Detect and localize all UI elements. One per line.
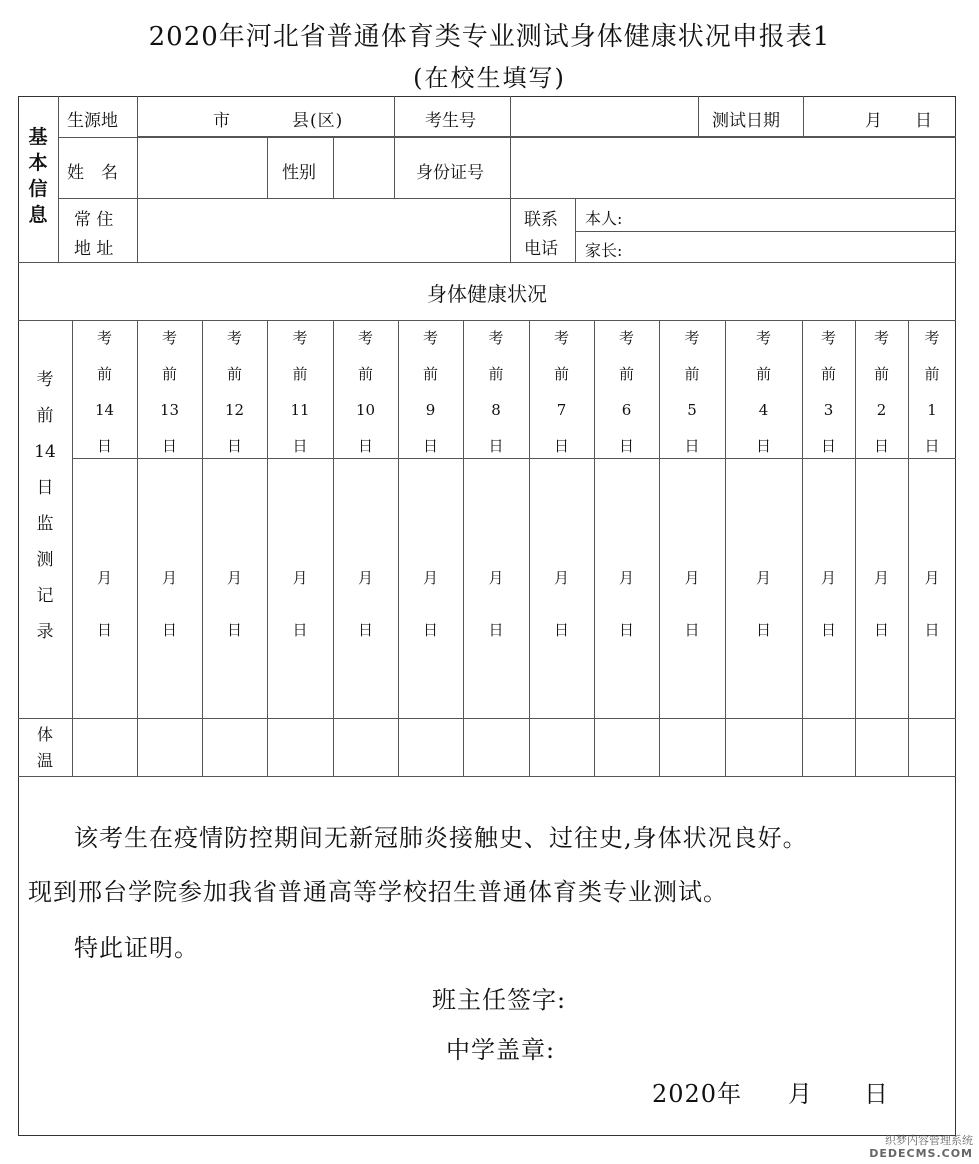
temperature-cell[interactable]: [660, 719, 724, 775]
day-column-date[interactable]: 月 日: [873, 569, 889, 639]
gender-label: 性别: [282, 163, 316, 183]
temperature-cell[interactable]: [856, 719, 907, 775]
temperature-cell[interactable]: [399, 719, 462, 775]
sign-date-month: 月: [788, 1080, 813, 1108]
statement-line2: 现到邢台学院参加我省普通高等学校招生普通体育类专业测试。: [28, 878, 728, 906]
day-column-date[interactable]: 月 日: [755, 569, 771, 639]
day-column-date[interactable]: 月 日: [820, 569, 836, 639]
test-day-label: 日: [915, 111, 932, 131]
day-column-date[interactable]: 月 日: [357, 569, 373, 639]
name-label: 姓 名: [67, 163, 118, 183]
record-label-char: 日: [36, 478, 54, 498]
record-label-char: 记: [36, 586, 54, 606]
id-number-field[interactable]: [511, 138, 955, 197]
day-column-date[interactable]: 月 日: [226, 569, 242, 639]
record-label-char: 14: [34, 442, 56, 462]
day-column-date[interactable]: 月 日: [161, 569, 177, 639]
temperature-cell[interactable]: [464, 719, 528, 775]
watermark-line1: 织梦内容管理系统: [885, 1134, 973, 1147]
day-column-header: 考 前 7 日: [553, 329, 569, 455]
day-column-header: 考 前 2 日: [873, 329, 889, 455]
record-label-char: 前: [36, 406, 54, 426]
phone-label-line1: 联系: [524, 210, 558, 230]
day-column-date[interactable]: 月 日: [618, 569, 634, 639]
sign-date-day: 日: [864, 1080, 889, 1108]
temperature-cell[interactable]: [138, 719, 201, 775]
temperature-cell[interactable]: [726, 719, 801, 775]
record-label: [32, 362, 58, 650]
day-column-header: 考 前 6 日: [618, 329, 634, 455]
statement-line3: 特此证明。: [74, 934, 199, 962]
watermark: [869, 1134, 973, 1160]
self-phone-label: 本人:: [585, 209, 623, 228]
record-label-char: 录: [36, 622, 54, 642]
test-month-label: 月: [865, 111, 882, 131]
teacher-signature-label: 班主任签字:: [432, 986, 567, 1014]
day-column-header: 考 前 10 日: [355, 329, 376, 455]
county-label: 县(区): [292, 111, 344, 131]
sign-date-year: 2020年: [652, 1080, 743, 1108]
temperature-cell[interactable]: [73, 719, 136, 775]
day-column-date[interactable]: 月 日: [553, 569, 569, 639]
temperature-cell[interactable]: [803, 719, 854, 775]
basic-info-label: 基本信息: [28, 126, 48, 226]
exam-number-label: 考生号: [425, 111, 476, 131]
test-date-label: 测试日期: [712, 111, 780, 131]
gender-field[interactable]: [334, 138, 393, 197]
page-subtitle: (在校生填写): [413, 64, 566, 92]
school-seal-label: 中学盖章:: [446, 1036, 556, 1064]
name-field[interactable]: [138, 138, 266, 197]
day-column-date[interactable]: 月 日: [422, 569, 438, 639]
source-label: 生源地: [67, 111, 118, 131]
statement-line1: 该考生在疫情防控期间无新冠肺炎接触史、过往史,身体状况良好。: [74, 824, 808, 852]
temperature-cell[interactable]: [203, 719, 266, 775]
day-column-header: 考 前 9 日: [422, 329, 438, 455]
id-number-label: 身份证号: [416, 163, 484, 183]
day-column-header: 考 前 5 日: [684, 329, 700, 455]
day-column-header: 考 前 4 日: [755, 329, 771, 455]
day-column-date[interactable]: 月 日: [488, 569, 504, 639]
exam-number-field[interactable]: [511, 97, 697, 136]
temperature-cell[interactable]: [909, 719, 955, 775]
day-column-header: 考 前 8 日: [488, 329, 504, 455]
watermark-line2: DEDECMS.COM: [869, 1147, 973, 1160]
page-title: 2020年河北省普通体育类专业测试身体健康状况申报表1: [148, 22, 831, 52]
temperature-label: 体温: [36, 725, 53, 770]
day-column-date[interactable]: 月 日: [924, 569, 940, 639]
day-column-date[interactable]: 月 日: [684, 569, 700, 639]
address-field[interactable]: [138, 199, 509, 261]
health-section-title: 身体健康状况: [427, 282, 547, 306]
record-label-char: 测: [36, 550, 54, 570]
address-label-line1: 常 住: [74, 210, 114, 230]
phone-label-line2: 电话: [524, 239, 558, 259]
day-column-date[interactable]: 月 日: [96, 569, 112, 639]
parent-phone-label: 家长:: [585, 241, 623, 260]
record-label-char: 监: [36, 514, 54, 534]
temperature-cell[interactable]: [530, 719, 593, 775]
temperature-cell[interactable]: [334, 719, 397, 775]
city-label: 市: [213, 111, 230, 131]
day-column-header: 考 前 13 日: [159, 329, 180, 455]
record-label-char: 考: [36, 370, 54, 390]
day-column-date[interactable]: 月 日: [292, 569, 308, 639]
address-label-line2: 地 址: [74, 239, 114, 259]
temperature-cell[interactable]: [595, 719, 658, 775]
day-column-header: 考 前 3 日: [820, 329, 836, 455]
day-column-header: 考 前 1 日: [924, 329, 940, 455]
day-column-header: 考 前 14 日: [94, 329, 115, 455]
day-column-header: 考 前 11 日: [290, 329, 310, 455]
temperature-cell[interactable]: [268, 719, 332, 775]
day-column-header: 考 前 12 日: [224, 329, 245, 455]
